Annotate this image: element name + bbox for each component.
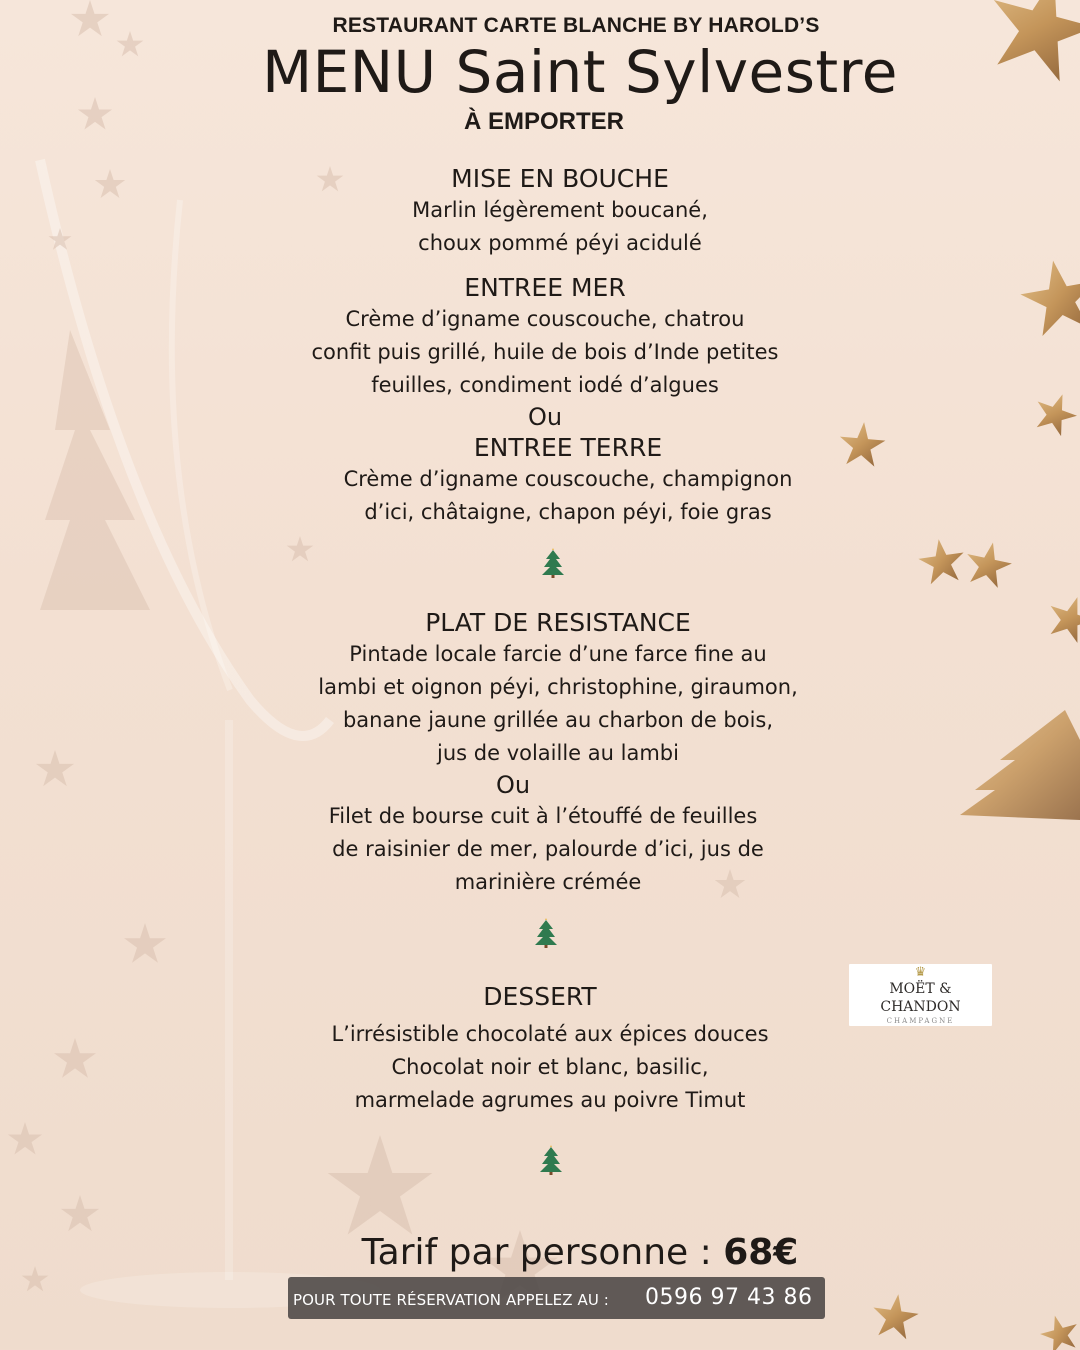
page-title: MENU Saint Sylvestre [262,38,898,106]
restaurant-name: RESTAURANT CARTE BLANCHE BY HAROLD’S [332,14,820,37]
section-heading: ENTREE TERRE [473,433,663,462]
dish-line: banane jaune grillée au charbon de bois, [342,708,774,732]
section-heading: DESSERT [483,982,597,1011]
dish-line: jus de volaille au lambi [437,741,679,765]
dish-line: feuilles, condiment iodé d’algues [371,373,719,397]
dish-line: Pintade locale farcie d’une farce fine au [349,642,767,666]
dish-line: Filet de bourse cuit à l’étouffé de feuilles [328,804,758,828]
moet-chandon-logo [849,964,992,1026]
phone-number[interactable]: 0596 97 43 86 [645,1285,813,1310]
christmas-tree-icon [534,918,558,948]
brand-name: MOËT & CHANDON [880,981,961,1015]
price-line [300,1232,860,1273]
price-label: Tarif par personne : [361,1232,724,1273]
dish-line: L’irrésistible chocolaté aux épices douces [331,1022,769,1046]
dish-line: marmelade agrumes au poivre Timut [354,1088,746,1112]
dish-line: de raisinier de mer, palourde d’ici, jus de [332,837,764,861]
christmas-tree-icon [541,548,565,578]
dish-line: Crème d’igname couscouche, champignon [343,467,793,491]
section-heading: PLAT DE RESISTANCE [425,608,691,637]
section-heading: MISE EN BOUCHE [451,164,669,193]
section-entree-mer [165,273,925,432]
takeaway-subtitle: À EMPORTER [463,108,624,135]
dish-line: Chocolat noir et blanc, basilic, [391,1055,709,1079]
christmas-tree-icon [539,1145,563,1175]
dish-line: Crème d’igname couscouche, chatrou [345,307,745,331]
dish-line: lambi et oignon péyi, christophine, giraumon, [318,675,798,699]
dish-line: marinière crémée [454,870,642,894]
section-plat [178,608,938,899]
crown-icon: ♛ [914,965,927,980]
section-entree-terre [188,433,948,529]
section-mise-en-bouche [180,164,940,260]
dish-line: choux pommé péyi acidulé [418,231,702,255]
section-dessert [170,982,930,1117]
or-separator: Ou [495,771,531,799]
or-separator: Ou [527,403,563,431]
reservation-bar [288,1277,825,1319]
section-heading: ENTREE MER [464,273,626,302]
dish-line: Marlin légèrement boucané, [412,198,708,222]
brand-sub: CHAMPAGNE [886,1017,955,1025]
reservation-label: POUR TOUTE RÉSERVATION APPELEZ AU : [293,1291,609,1309]
dish-line: confit puis grillé, huile de bois d’Inde petites [311,340,779,364]
price-value: 68€ [723,1232,799,1273]
dish-line: d’ici, châtaigne, chapon péyi, foie gras [364,500,772,524]
